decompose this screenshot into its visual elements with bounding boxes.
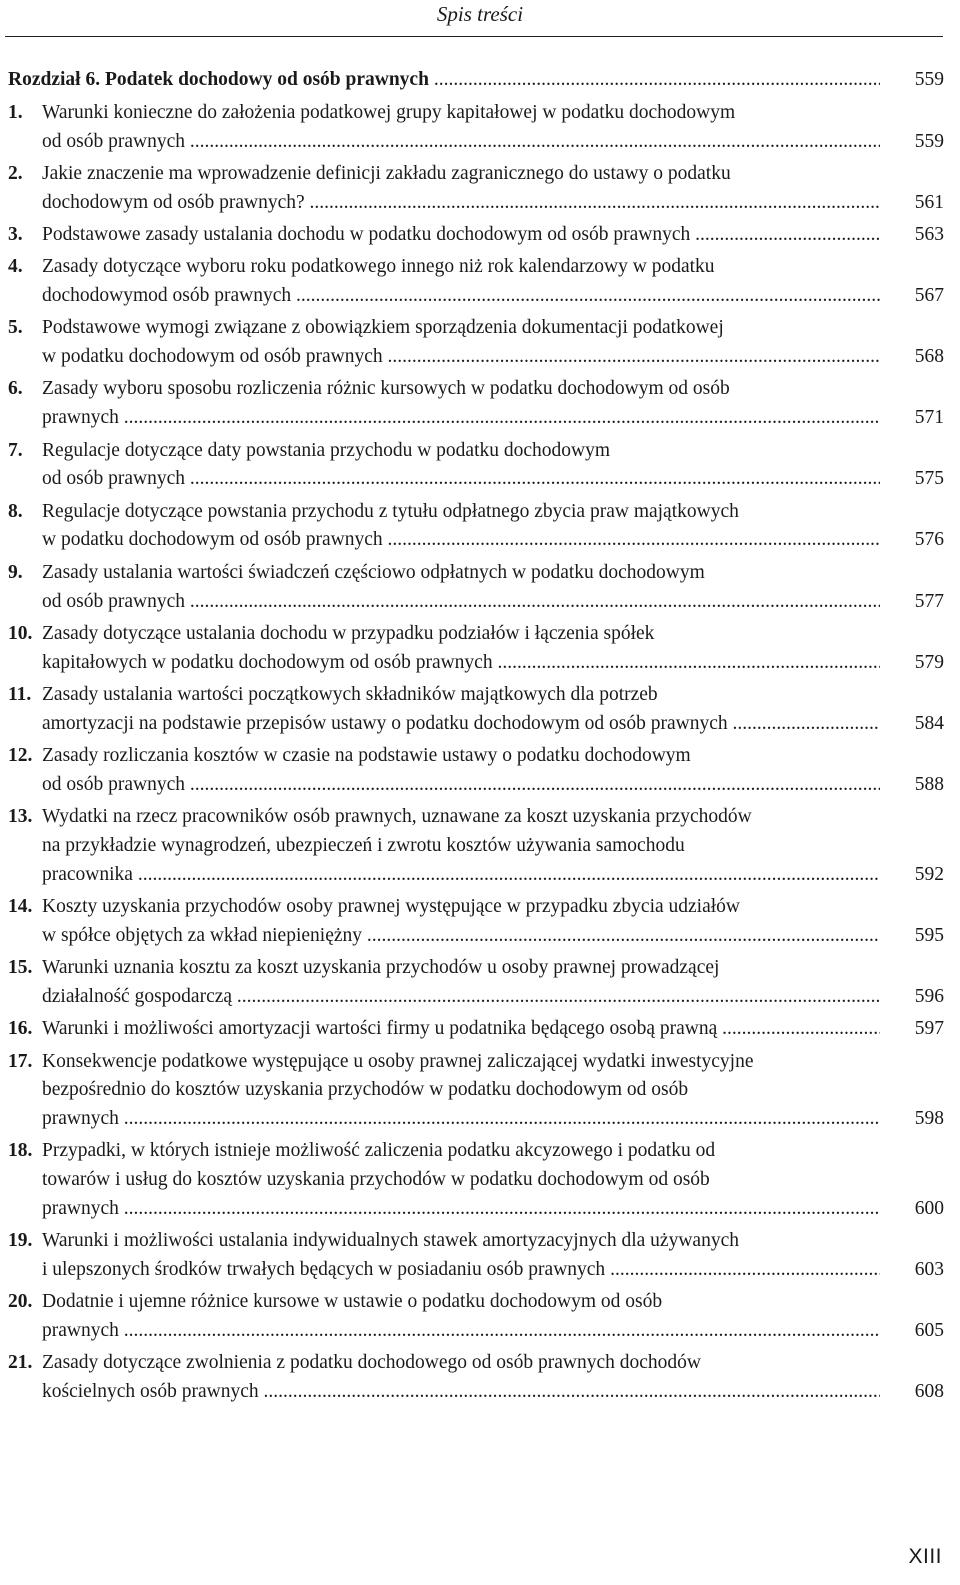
- header-rule: [5, 36, 943, 37]
- toc-entry[interactable]: [8, 498, 944, 556]
- toc-page-number: 575: [914, 468, 944, 490]
- toc-page-number: 571: [914, 407, 944, 429]
- toc-entry-number: 16.: [8, 1018, 33, 1040]
- toc-entry[interactable]: [8, 99, 944, 157]
- toc-entry-number: 14.: [8, 896, 33, 918]
- toc-entry[interactable]: [8, 803, 944, 889]
- toc-entry-title-line: prawnych .....: [42, 404, 880, 433]
- toc-page-number: 597: [914, 1018, 944, 1040]
- toc-page-number: 577: [914, 590, 944, 612]
- toc-entry-number: 1.: [8, 101, 23, 123]
- toc-entry-number: 5.: [8, 317, 23, 339]
- toc-entry[interactable]: [8, 160, 944, 218]
- toc-entry-title-line: Warunki i możliwości ustalania indywidualnych stawek amortyzacyjnych dla używanych: [42, 1230, 739, 1252]
- toc-entry-title-line: od osób prawnych .....: [42, 128, 880, 157]
- toc-entry-title-line: Zasady wyboru sposobu rozliczenia różnic kursowych w podatku dochodowym od osób: [42, 378, 730, 400]
- toc-entry-number: 8.: [8, 500, 23, 522]
- toc-page-number: 584: [914, 712, 944, 734]
- toc-entry-title-line: Zasady dotyczące ustalania dochodu w przypadku podziałów i łączenia spółek: [42, 622, 655, 644]
- toc-entry[interactable]: [8, 253, 944, 311]
- toc-page-number: 605: [914, 1320, 944, 1342]
- toc-entry-title-line: Zasady dotyczące wyboru roku podatkowego innego niż rok kalendarzowy w podatku: [42, 256, 715, 278]
- toc-page-number: 603: [914, 1259, 944, 1281]
- toc-entry-number: 13.: [8, 806, 33, 828]
- toc-entry[interactable]: [8, 1137, 944, 1223]
- table-of-contents: [8, 66, 944, 1411]
- toc-page-number: 563: [914, 223, 944, 245]
- toc-entry-title-line: od osób prawnych .....: [42, 771, 880, 800]
- toc-entry-title-line: dochodowym od osób prawnych? .....: [42, 189, 880, 218]
- toc-entry-title-line: Wydatki na rzecz pracowników osób prawnych, uznawane za koszt uzyskania przychodów: [42, 806, 752, 828]
- toc-entry-title-line: Podstawowe wymogi związane z obowiązkiem sporządzenia dokumentacji podatkowej: [42, 317, 724, 339]
- toc-entry-title-line: w podatku dochodowym od osób prawnych .....: [42, 526, 880, 555]
- toc-page-number: 595: [914, 924, 944, 946]
- toc-page-number: 576: [914, 529, 944, 551]
- toc-entry-title-line: prawnych .....: [42, 1317, 880, 1346]
- toc-entry[interactable]: [8, 437, 944, 495]
- toc-entry-title-line: Dodatnie i ujemne różnice kursowe w ustawie o podatku dochodowym od osób: [42, 1291, 663, 1313]
- toc-entry-title-line: amortyzacji na podstawie przepisów ustawy o podatku dochodowym od osób prawnych .....: [42, 710, 880, 739]
- toc-entry-number: 11.: [8, 683, 32, 705]
- toc-entry-title-line: działalność gospodarczą .....: [42, 983, 880, 1012]
- toc-entry-title-line: prawnych .....: [42, 1195, 880, 1224]
- toc-entry-title-line: towarów i usług do kosztów uzyskania przychodów w podatku dochodowym od osób: [42, 1169, 710, 1191]
- toc-entry[interactable]: [8, 893, 944, 951]
- toc-entry-title-line: od osób prawnych .....: [42, 465, 880, 494]
- toc-entry[interactable]: [8, 1288, 944, 1346]
- toc-entry-title-line: kościelnych osób prawnych .....: [42, 1378, 880, 1407]
- toc-entry[interactable]: [8, 954, 944, 1012]
- toc-entry-title-line: pracownika .....: [42, 861, 880, 890]
- toc-page-number: 559: [914, 130, 944, 152]
- toc-entry[interactable]: [8, 1349, 944, 1407]
- toc-entry[interactable]: [8, 681, 944, 739]
- toc-entry-number: 6.: [8, 378, 23, 400]
- toc-entry[interactable]: [8, 1227, 944, 1285]
- toc-entry-title-line: Zasady rozliczania kosztów w czasie na podstawie ustawy o podatku dochodowym: [42, 745, 691, 767]
- toc-entry[interactable]: [8, 1048, 944, 1134]
- toc-page-number: 579: [914, 651, 944, 673]
- toc-entry-title-line: Podstawowe zasady ustalania dochodu w podatku dochodowym od osób prawnych .....: [42, 221, 880, 250]
- toc-entry-number: 4.: [8, 256, 23, 278]
- toc-entry[interactable]: [8, 742, 944, 800]
- toc-entry-number: 3.: [8, 223, 23, 245]
- toc-entry-number: 18.: [8, 1140, 33, 1162]
- header-title: Spis treści: [436, 2, 524, 26]
- toc-entry-title-line: Warunki konieczne do założenia podatkowej grupy kapitałowej w podatku dochodowym: [42, 101, 736, 123]
- toc-page-number: 598: [914, 1108, 944, 1130]
- toc-entry-number: 9.: [8, 561, 23, 583]
- toc-page-number: 588: [914, 773, 944, 795]
- toc-entry-title-line: Koszty uzyskania przychodów osoby prawnej występujące w przypadku zbycia udziałów: [42, 896, 740, 918]
- toc-entry-title-line: Zasady ustalania wartości świadczeń częściowo odpłatnych w podatku dochodowym: [42, 561, 705, 583]
- toc-entry-number: 20.: [8, 1291, 33, 1313]
- toc-page-number: 592: [914, 863, 944, 885]
- toc-entry-title-line: kapitałowych w podatku dochodowym od osób prawnych .....: [42, 649, 880, 678]
- toc-entry-title-line: Przypadki, w których istnieje możliwość zaliczenia podatku akcyzowego i podatku od: [42, 1140, 716, 1162]
- toc-entry-title-line: od osób prawnych .....: [42, 588, 880, 617]
- toc-page-number: 608: [914, 1381, 944, 1403]
- toc-entry[interactable]: [8, 620, 944, 678]
- toc-entry-title-line: Regulacje dotyczące daty powstania przychodu w podatku dochodowym: [42, 439, 611, 461]
- toc-entry-title-line: Zasady ustalania wartości początkowych składników majątkowych dla potrzeb: [42, 683, 658, 705]
- toc-entry-number: 21.: [8, 1352, 33, 1374]
- running-header: [0, 0, 960, 36]
- toc-entry-title-line: dochodowymod osób prawnych .....: [42, 282, 880, 311]
- toc-entry-title-line: Warunki uznania kosztu za koszt uzyskania przychodów u osoby prawnej prowadzącej: [42, 957, 720, 979]
- toc-page-number: 559: [914, 69, 944, 90]
- toc-chapter-title: Rozdział 6. Podatek dochodowy od osób prawnych .....: [8, 66, 880, 95]
- toc-entry-number: 17.: [8, 1050, 33, 1072]
- toc-entry-number: 12.: [8, 745, 33, 767]
- toc-entry-number: 2.: [8, 162, 23, 184]
- toc-entry[interactable]: [8, 221, 944, 250]
- toc-entry-number: 10.: [8, 622, 33, 644]
- toc-entry-title-line: prawnych .....: [42, 1105, 880, 1134]
- toc-entry-number: 15.: [8, 957, 33, 979]
- toc-entry[interactable]: [8, 1015, 944, 1044]
- toc-entry-title-line: na przykładzie wynagrodzeń, ubezpieczeń i zwrotu kosztów używania samochodu: [42, 834, 685, 856]
- toc-page-number: 561: [914, 191, 944, 213]
- toc-page-number: 596: [914, 985, 944, 1007]
- toc-entry-title-line: Jakie znaczenie ma wprowadzenie definicji zakładu zagranicznego do ustawy o podatku: [42, 162, 731, 184]
- toc-entry-title-line: w spółce objętych za wkład niepieniężny .....: [42, 922, 880, 951]
- toc-chapter-entry[interactable]: [8, 66, 944, 95]
- toc-entry-title-line: Regulacje dotyczące powstania przychodu z tytułu odpłatnego zbycia praw majątkowych: [42, 500, 739, 522]
- toc-entry-number: 19.: [8, 1230, 33, 1252]
- toc-entry-title-line: bezpośrednio do kosztów uzyskania przychodów w podatku dochodowym od osób: [42, 1079, 689, 1101]
- toc-page-number: 600: [914, 1197, 944, 1219]
- page-number: XIII: [908, 1545, 942, 1568]
- toc-entry-title-line: i ulepszonych środków trwałych będących w posiadaniu osób prawnych .....: [42, 1256, 880, 1285]
- toc-entry-title-line: Zasady dotyczące zwolnienia z podatku dochodowego od osób prawnych dochodów: [42, 1352, 702, 1374]
- toc-page-number: 568: [914, 346, 944, 368]
- toc-page-number: 567: [914, 285, 944, 307]
- toc-entry-number: 7.: [8, 439, 23, 461]
- toc-entry[interactable]: [8, 314, 944, 372]
- toc-entry[interactable]: [8, 375, 944, 433]
- toc-entry-title-line: Konsekwencje podatkowe występujące u osoby prawnej zaliczającej wydatki inwestycyjne: [42, 1050, 754, 1072]
- toc-entry-title-line: w podatku dochodowym od osób prawnych .....: [42, 343, 880, 372]
- toc-entry-title-line: Warunki i możliwości amortyzacji wartości firmy u podatnika będącego osobą prawną .....: [42, 1015, 880, 1044]
- toc-entry[interactable]: [8, 559, 944, 617]
